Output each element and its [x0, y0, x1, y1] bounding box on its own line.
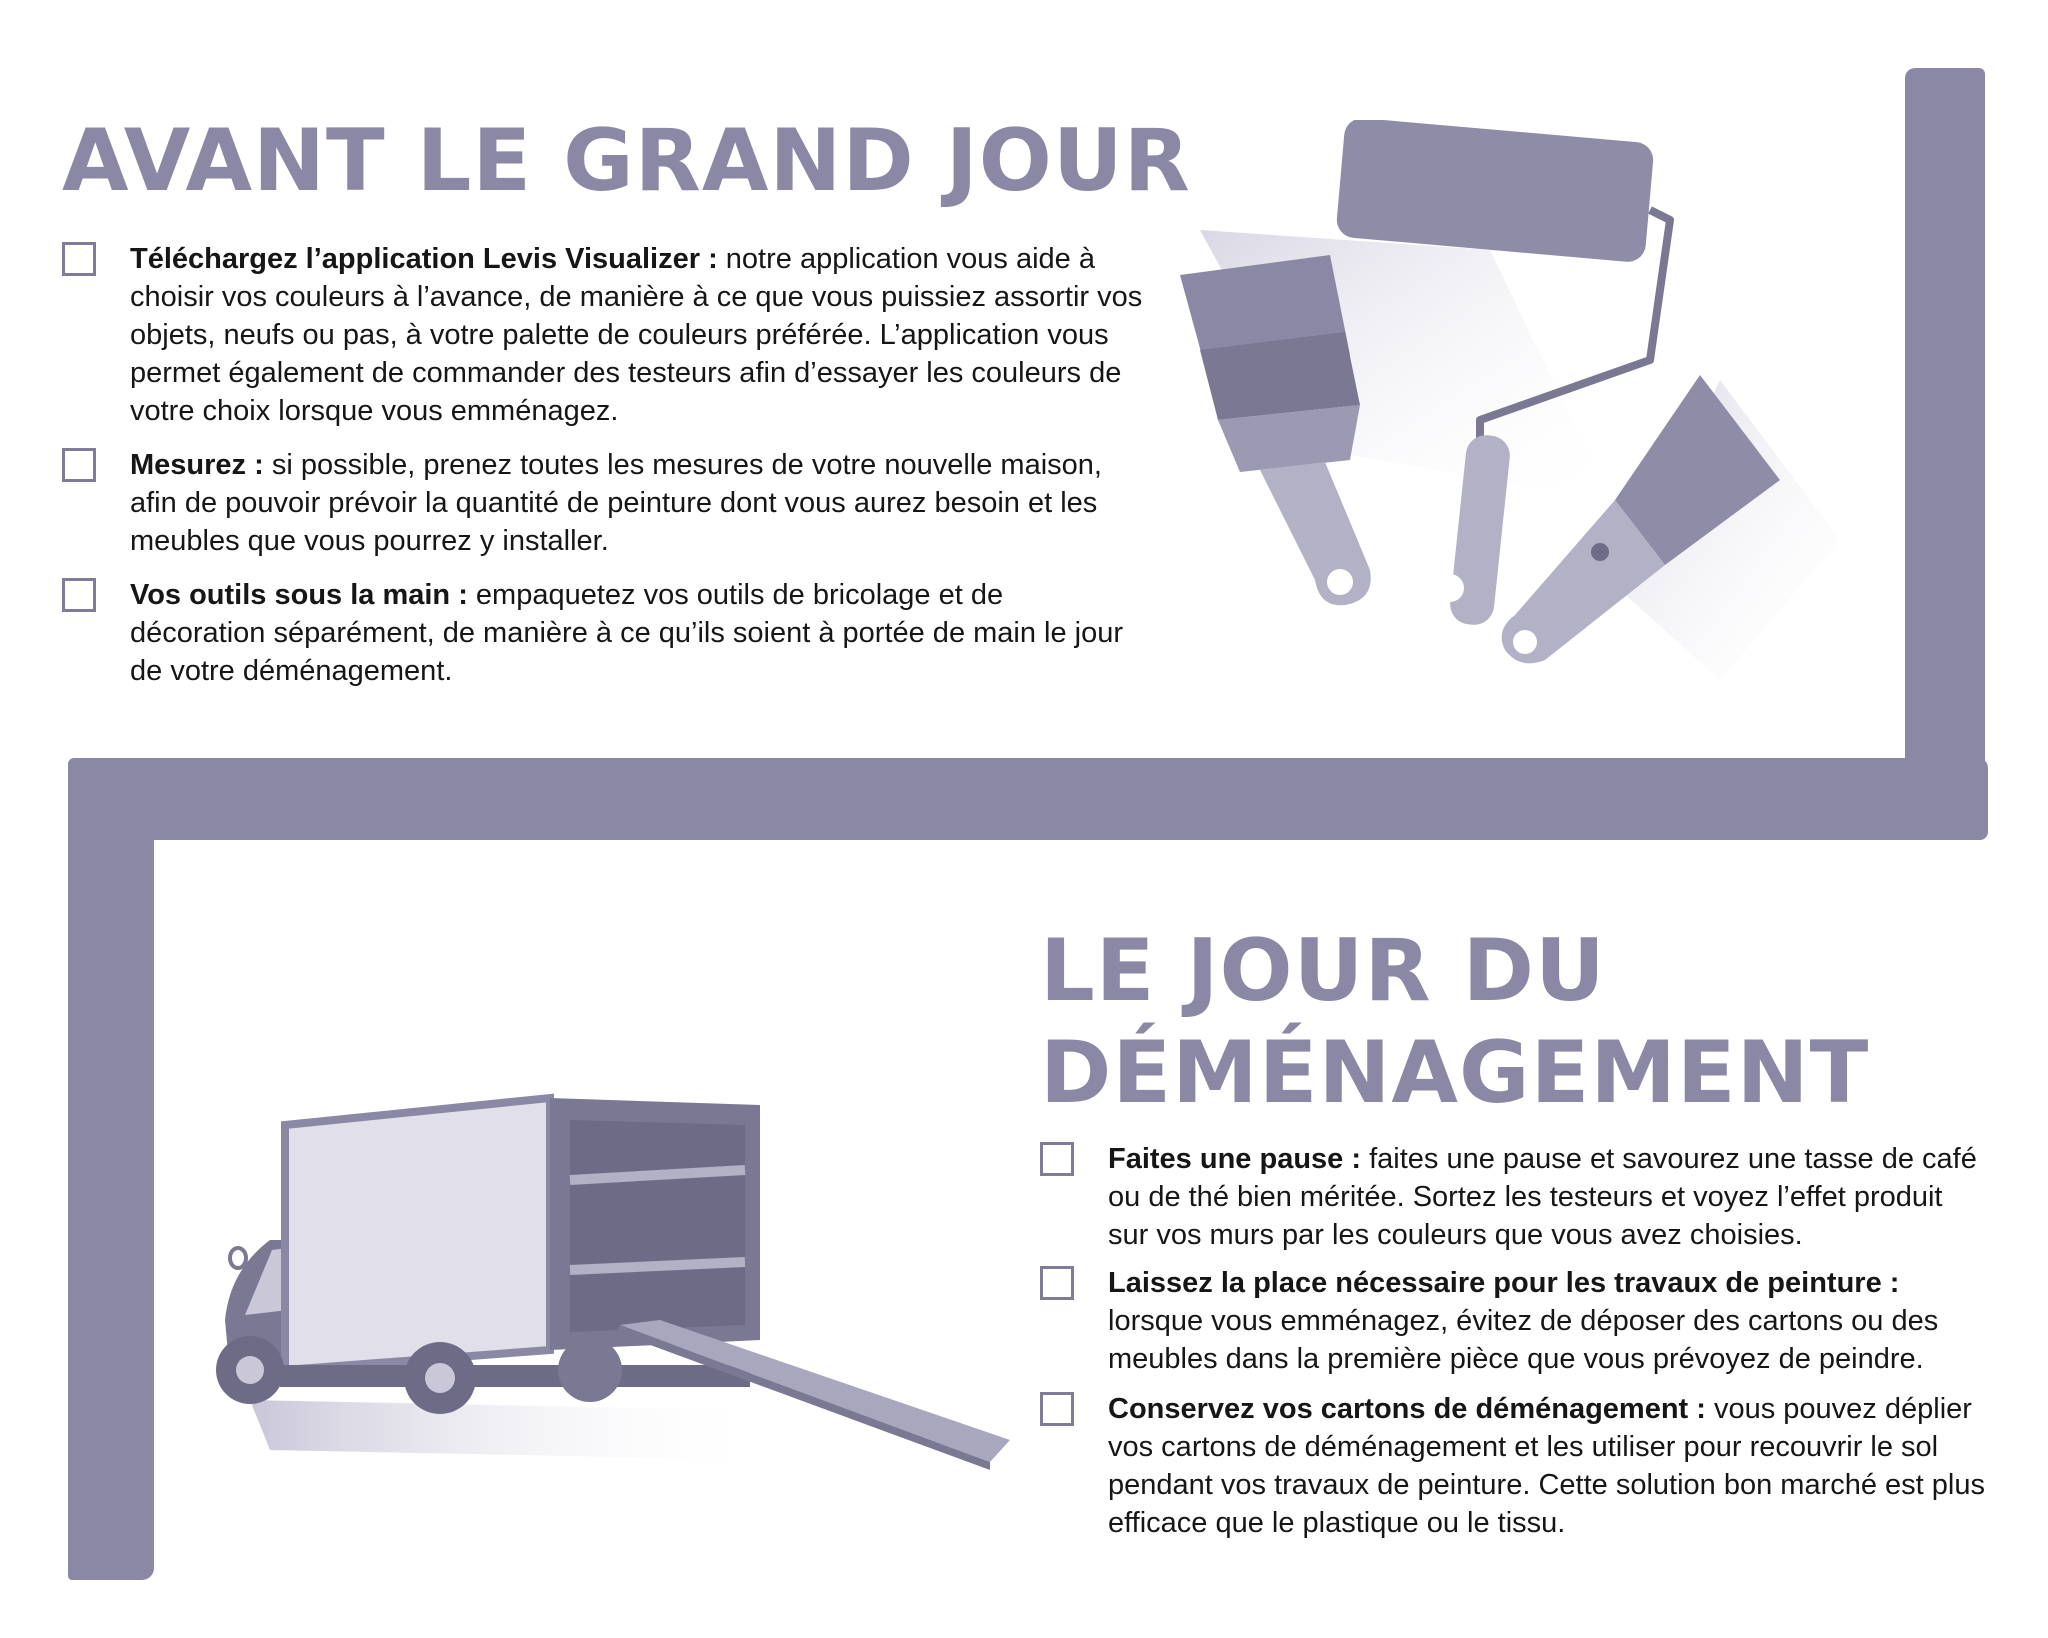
- checklist-item-pause: [1040, 1140, 1980, 1254]
- checklist-item-boxes: [1040, 1390, 2000, 1542]
- checklist-item-tools: [62, 576, 1142, 690]
- item-body: notre application vous aide à choisir vos couleurs à l’avance, de manière à ce que vous puissiez assortir vos objets, neufs ou pas, à votre palette de couleurs préférée. L’application vous permet également de commander des testeurs afin d’essayer les couleurs de votre choix lorsque vous emménagez.: [130, 243, 1143, 427]
- checklist-item-measure: [62, 446, 1142, 560]
- checkbox[interactable]: [62, 448, 96, 482]
- item-heading: Téléchargez l’application Levis Visualizer :: [130, 243, 718, 275]
- checkbox[interactable]: [62, 242, 96, 276]
- brush-stroke-left-vertical: [68, 800, 154, 1580]
- checkbox[interactable]: [1040, 1142, 1074, 1176]
- item-heading: Faites une pause :: [1108, 1143, 1362, 1175]
- item-heading: Laissez la place nécessaire pour les travaux de peinture :: [1108, 1267, 1900, 1299]
- paint-tools-illustration: [1160, 120, 1860, 700]
- item-body: vous pouvez déplier vos cartons de déménagement et les utiliser pour recouvrir le sol pendant vos travaux de peinture. Cette solution bon marché est plus efficace que le plastique ou le tissu.: [1108, 1393, 1985, 1539]
- item-heading: Mesurez :: [130, 449, 264, 481]
- brush-stroke-horizontal: [68, 758, 1988, 840]
- checkbox[interactable]: [62, 578, 96, 612]
- item-heading: Vos outils sous la main :: [130, 579, 468, 611]
- section-title-day-line1: LE JOUR DU: [1040, 921, 1606, 1021]
- section-title-before: AVANT LE GRAND JOUR: [62, 111, 1191, 211]
- item-body: empaquetez vos outils de bricolage et de décoration séparément, de manière à ce qu’ils soient à portée de main le jour de votre déménagement.: [130, 579, 1124, 687]
- brush-stroke-right-vertical: [1905, 68, 1985, 840]
- item-body: lorsque vous emménagez, évitez de déposer des cartons ou des meubles dans la première pièce que vous prévoyez de peindre.: [1108, 1305, 1939, 1375]
- checkbox[interactable]: [1040, 1392, 1074, 1426]
- checklist-item-app: [62, 240, 1182, 430]
- moving-truck-illustration: [210, 1070, 1030, 1490]
- item-heading: Conservez vos cartons de déménagement :: [1108, 1393, 1706, 1425]
- item-body: faites une pause et savourez une tasse de café ou de thé bien méritée. Sortez les testeurs et voyez l’effet produit sur vos murs par les couleurs que vous avez choisies.: [1108, 1143, 1977, 1251]
- checkbox[interactable]: [1040, 1266, 1074, 1300]
- checklist-item-space: [1040, 1264, 2000, 1378]
- item-body: si possible, prenez toutes les mesures de votre nouvelle maison, afin de pouvoir prévoir la quantité de peinture dont vous aurez besoin et les meubles que vous pourrez y installer.: [130, 449, 1102, 557]
- section-title-day-line2: DÉMÉNAGEMENT: [1040, 1023, 1870, 1123]
